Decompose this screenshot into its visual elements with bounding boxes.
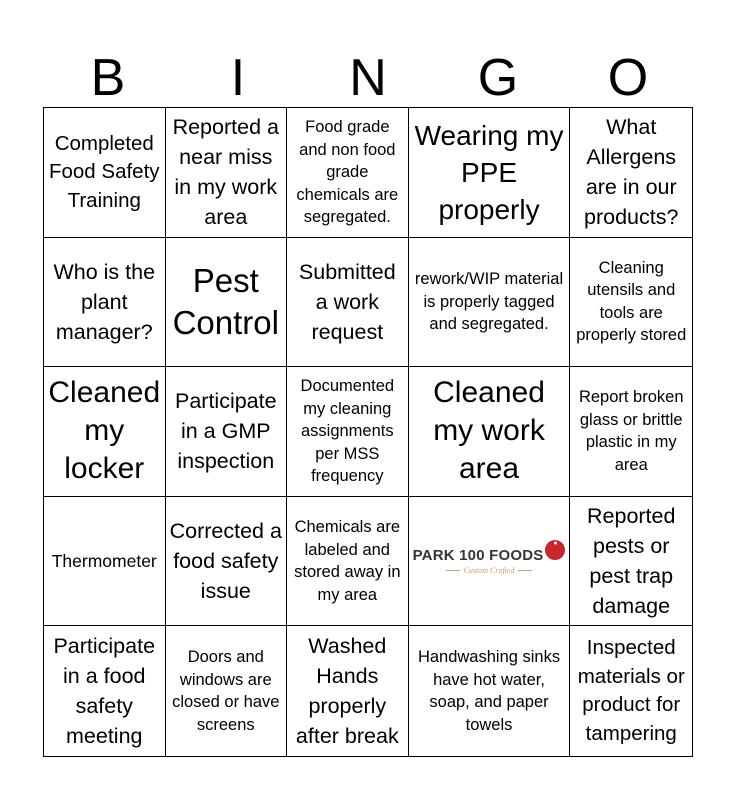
cell-text: Handwashing sinks have hot water, soap, and paper towels: [417, 648, 561, 734]
bingo-cell[interactable]: [166, 238, 288, 368]
cell-text: Pest Control: [172, 261, 279, 341]
bingo-cell[interactable]: [570, 497, 692, 627]
bingo-cell[interactable]: [570, 367, 692, 497]
cell-text: Washed Hands properly after break: [295, 634, 399, 749]
cell-text: Report broken glass or brittle plastic in my area: [578, 388, 684, 474]
cell-text: Participate in a food safety meeting: [53, 634, 156, 749]
bingo-cell[interactable]: [409, 238, 571, 368]
bingo-cell[interactable]: [44, 108, 166, 238]
cell-text: Food grade and non food grade chemicals are segregated.: [296, 118, 399, 227]
bingo-title: [43, 48, 693, 108]
bingo-cell[interactable]: [570, 238, 692, 368]
bingo-cell[interactable]: [409, 626, 571, 756]
title-letter-n: N: [349, 49, 387, 107]
cell-text: Submitted a work request: [298, 259, 396, 344]
cell-text: Who is the plant manager?: [53, 259, 156, 344]
cell-text: Thermometer: [51, 550, 157, 571]
cell-text: Cleaned my locker: [48, 376, 161, 486]
bingo-cell[interactable]: [166, 626, 288, 756]
cell-text: Cleaning utensils and tools are properly stored: [576, 258, 687, 345]
cell-text: Cleaned my work area: [433, 376, 545, 486]
cell-text: Wearing my PPE properly: [414, 119, 564, 225]
free-space-cell[interactable]: [409, 497, 571, 627]
park-100-foods-logo: [412, 539, 566, 576]
title-letter-b: B: [90, 49, 126, 107]
bingo-cell[interactable]: [166, 367, 288, 497]
cell-text: rework/WIP material is properly tagged and segregated.: [414, 270, 564, 334]
bingo-cell[interactable]: [287, 497, 409, 627]
logo-text: PARK 100 FOODS: [412, 547, 544, 565]
cell-text: Documented my cleaning assignments per MSS frequency: [300, 377, 395, 486]
cell-text: Doors and windows are closed or have screens: [172, 648, 280, 734]
bingo-card-grid: [43, 107, 693, 757]
bingo-cell[interactable]: [570, 626, 692, 756]
bingo-cell[interactable]: [570, 108, 692, 238]
bingo-cell[interactable]: [287, 238, 409, 368]
bingo-cell[interactable]: [409, 367, 571, 497]
cell-text: Completed Food Safety Training: [48, 131, 160, 212]
bingo-cell[interactable]: [287, 626, 409, 756]
cell-text: Corrected a food safety issue: [169, 519, 282, 604]
bingo-cell[interactable]: [166, 108, 288, 238]
logo-subtitle: [446, 566, 533, 575]
title-letter-g: G: [477, 49, 519, 107]
bingo-cell[interactable]: [409, 108, 571, 238]
title-letter-i: I: [230, 49, 246, 107]
bingo-cell[interactable]: [44, 626, 166, 756]
cell-text: Chemicals are labeled and stored away in my area: [294, 518, 401, 604]
cell-text: Participate in a GMP inspection: [174, 389, 277, 474]
cell-text: Inspected materials or product for tampering: [577, 636, 685, 745]
cell-text: What Allergens are in our products?: [584, 115, 679, 230]
bingo-cell[interactable]: [287, 367, 409, 497]
cell-text: Reported pests or pest trap damage: [587, 504, 676, 619]
bingo-cell[interactable]: [44, 238, 166, 368]
logo-badge-icon: ●: [545, 540, 565, 560]
bingo-cell[interactable]: [44, 367, 166, 497]
bingo-cell[interactable]: [287, 108, 409, 238]
bingo-cell[interactable]: [166, 497, 288, 627]
cell-text: Reported a near miss in my work area: [172, 115, 279, 230]
bingo-cell[interactable]: [44, 497, 166, 627]
title-letter-o: O: [607, 49, 649, 107]
logo-subtitle-text: Custom Crafted: [463, 566, 515, 576]
